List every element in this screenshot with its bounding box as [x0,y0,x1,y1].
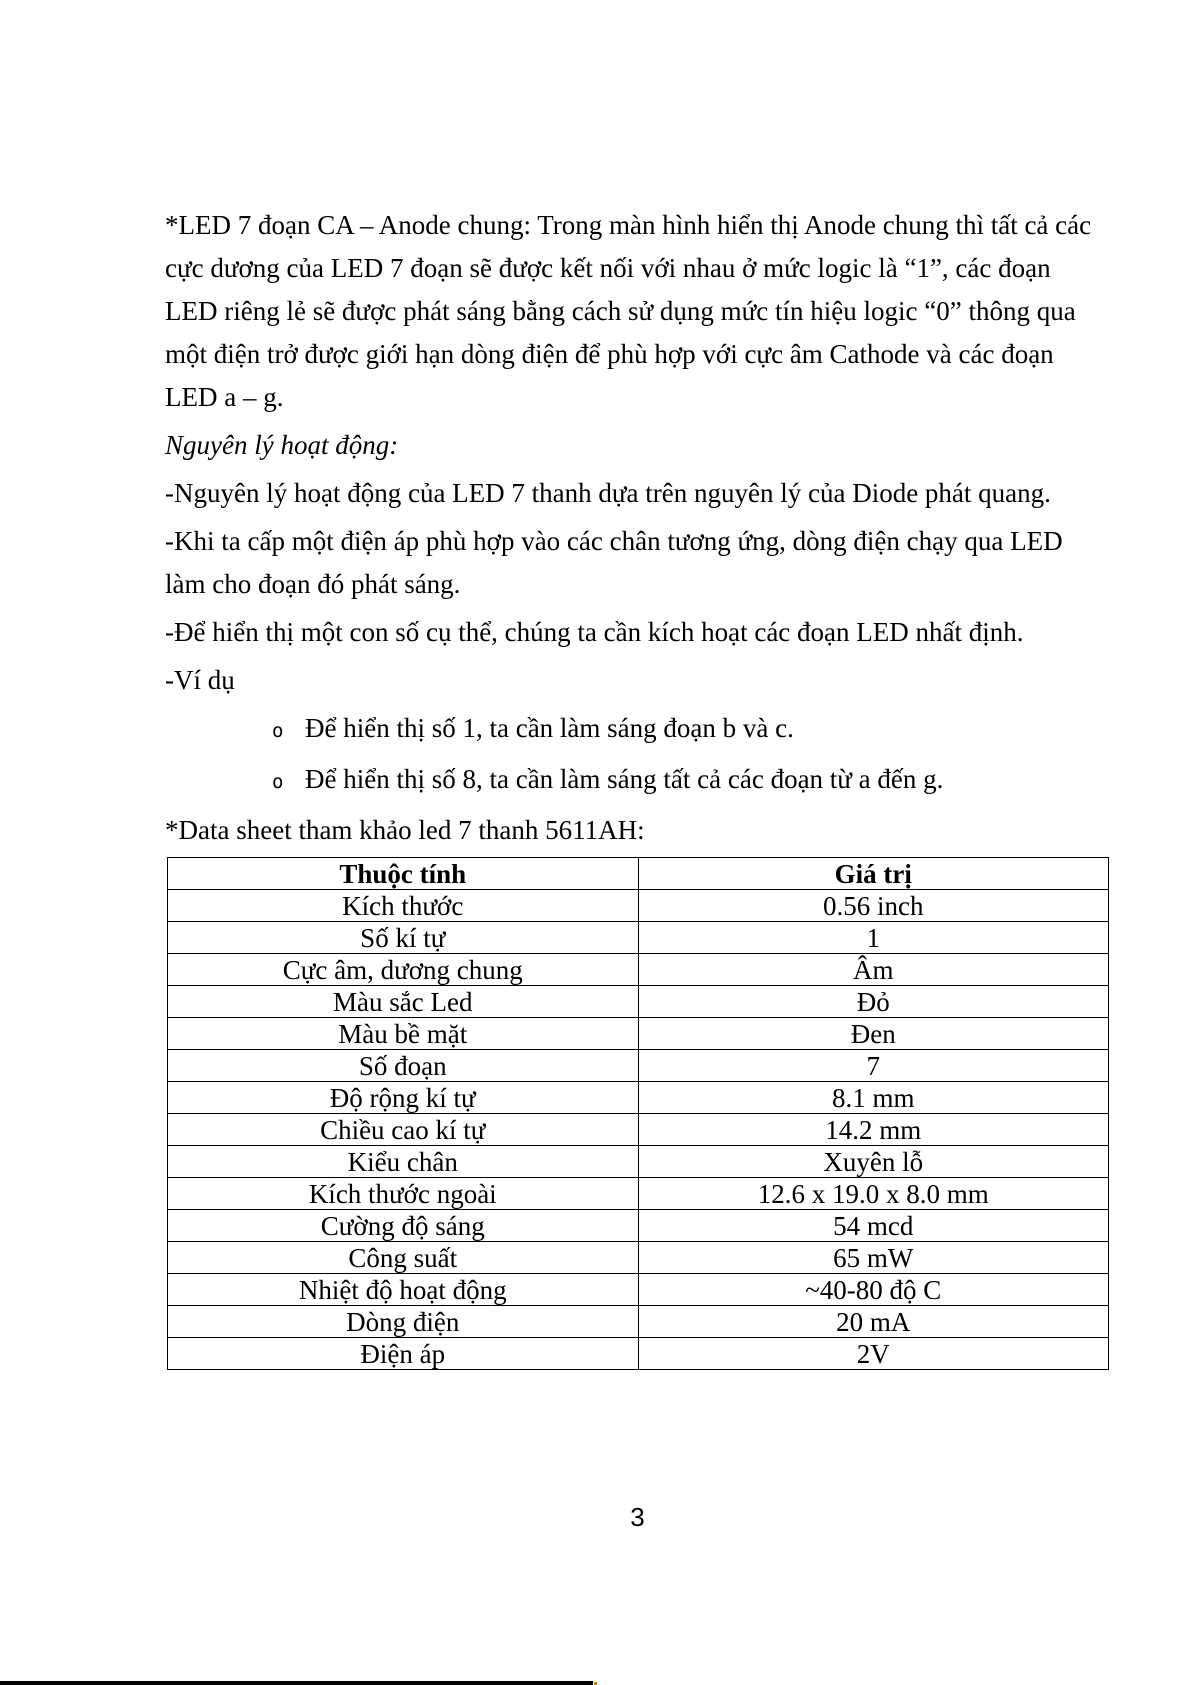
spec-value: 0.56 inch [638,890,1109,922]
spec-label: Dòng điện [168,1306,639,1338]
paragraph-vi-du: -Ví dụ [165,665,235,695]
spec-value: 12.6 x 19.0 x 8.0 mm [638,1178,1109,1210]
table-row [168,890,1109,922]
spec-value: 7 [638,1050,1109,1082]
table-row [168,1242,1109,1274]
table-row [168,1338,1109,1370]
spec-label: Màu bề mặt [168,1018,639,1050]
table-row [168,954,1109,986]
column-header-gia-tri: Giá trị [638,858,1109,890]
bullet-circle-icon: o [272,771,284,793]
paragraph-line: cực dương của LED 7 đoạn sẽ được kết nối với nhau ở mức logic là “1”, các đoạn [165,253,1051,283]
bullet-item-so-8 [165,758,1110,804]
spec-value: 65 mW [638,1242,1109,1274]
table-row [168,1146,1109,1178]
spec-value: 1 [638,922,1109,954]
spec-label: Độ rộng kí tự [168,1082,639,1114]
paragraph-de-hien-thi: -Để hiển thị một con số cụ thể, chúng ta cần kích hoạt các đoạn LED nhất định. [165,617,1024,647]
paragraph-khi-ta-cap [165,520,1110,606]
spec-value: Đen [638,1018,1109,1050]
spec-value: 54 mcd [638,1210,1109,1242]
table-row [168,1018,1109,1050]
spec-value: ~40-80 độ C [638,1274,1109,1306]
document-body [165,204,1110,1370]
spec-value: 8.1 mm [638,1082,1109,1114]
paragraph-datasheet-intro: *Data sheet tham khảo led 7 thanh 5611AH: [165,815,645,845]
table-row [168,1050,1109,1082]
spec-label: Kiểu chân [168,1146,639,1178]
datasheet-spec-table [167,857,1109,1370]
spec-label: Công suất [168,1242,639,1274]
section-heading-nguyen-ly-hoat-dong: Nguyên lý hoạt động: [165,430,399,460]
bullet-item-so-1 [165,707,1110,753]
spec-label: Điện áp [168,1338,639,1370]
table-header-row [168,858,1109,890]
table-row [168,1306,1109,1338]
paragraph-line: LED a – g. [165,382,284,412]
spec-value: 20 mA [638,1306,1109,1338]
spec-value: Xuyên lỗ [638,1146,1109,1178]
spec-label: Số kí tự [168,922,639,954]
spec-value: 14.2 mm [638,1114,1109,1146]
spec-label: Màu sắc Led [168,986,639,1018]
bullet-circle-icon: o [272,720,284,742]
table-row [168,1210,1109,1242]
paragraph-line: một điện trở được giới hạn dòng điện để phù hợp với cực âm Cathode và các đoạn [165,339,1054,369]
spec-label: Kích thước ngoài [168,1178,639,1210]
paragraph-line: *LED 7 đoạn CA – Anode chung: Trong màn hình hiển thị Anode chung thì tất cả các [165,210,1092,240]
column-header-thuoc-tinh: Thuộc tính [168,858,639,890]
spec-label: Chiều cao kí tự [168,1114,639,1146]
table-row [168,1274,1109,1306]
table-row [168,1114,1109,1146]
table-row [168,922,1109,954]
paragraph-nguyen-ly: -Nguyên lý hoạt động của LED 7 thanh dựa trên nguyên lý của Diode phát quang. [165,478,1051,508]
spec-label: Nhiệt độ hoạt động [168,1274,639,1306]
spec-label: Cường độ sáng [168,1210,639,1242]
spec-label: Số đoạn [168,1050,639,1082]
paragraph-line: LED riêng lẻ sẽ được phát sáng bằng cách sử dụng mức tín hiệu logic “0” thông qua [165,296,1076,326]
bullet-text: Để hiển thị số 1, ta cần làm sáng đoạn b và c. [305,713,794,743]
spec-value: Âm [638,954,1109,986]
spec-label: Cực âm, dương chung [168,954,639,986]
table-row [168,1082,1109,1114]
table-row [168,986,1109,1018]
paragraph-line: làm cho đoạn đó phát sáng. [165,569,461,599]
bottom-edge-bar [0,1681,593,1685]
paragraph-line: -Khi ta cấp một điện áp phù hợp vào các chân tương ứng, dòng điện chạy qua LED [165,526,1063,556]
page-number: 3 [630,1502,645,1532]
spec-label: Kích thước [168,890,639,922]
table-row [168,1178,1109,1210]
spec-value: 2V [638,1338,1109,1370]
bullet-text: Để hiển thị số 8, ta cần làm sáng tất cả các đoạn từ a đến g. [305,764,944,794]
paragraph-led-ca-anode-chung [165,204,1110,419]
spec-value: Đỏ [638,986,1109,1018]
